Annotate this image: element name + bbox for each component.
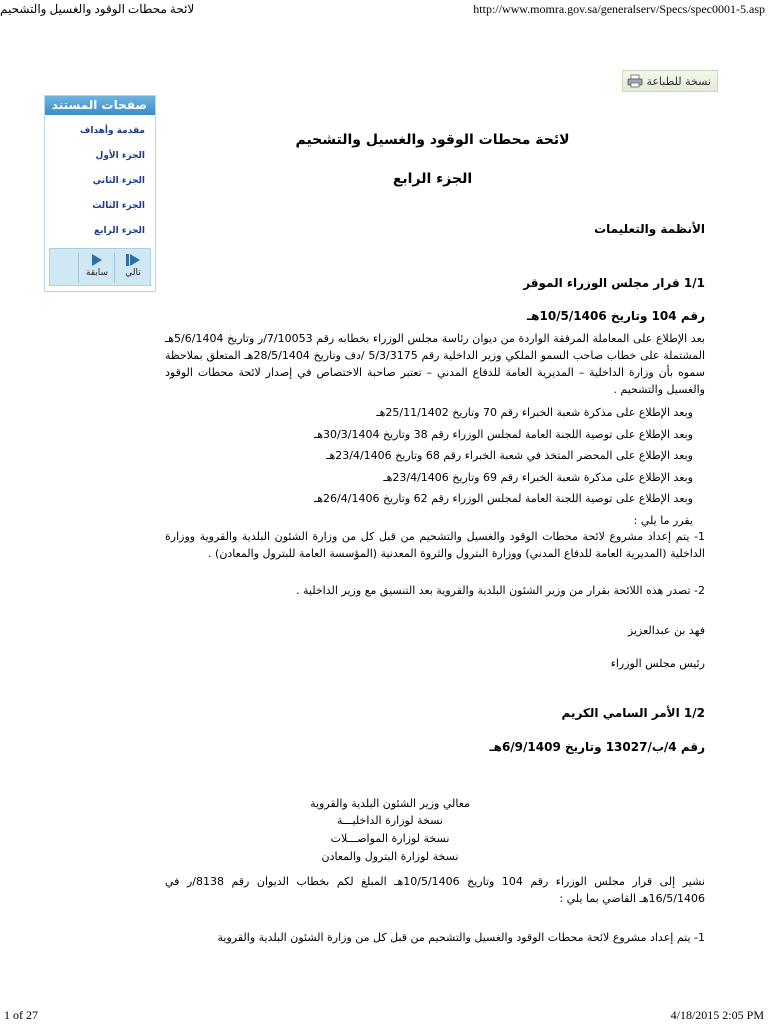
- previous-page-label: سابقة: [85, 268, 109, 278]
- sidebar-item-part-1[interactable]: الجزء الأول: [95, 151, 145, 161]
- section-1-line: وبعد الإطلاع على توصية اللجنة العامة لمجلس الوزراء رقم 38 وتاريخ 30/3/1404هـ: [314, 428, 693, 441]
- print-version-button[interactable]: [622, 70, 718, 92]
- section-1-line: وبعد الإطلاع على المحضر المتخذ في شعبة الخبراء رقم 68 وتاريخ 23/4/1406هـ: [326, 449, 693, 462]
- recipient-line: نسخة لوزارة البترول والمعادن: [321, 850, 459, 863]
- section-1-item-1: 1- يتم إعداد مشروع لائحة محطات الوقود والغسيل والتشحيم من قبل كل من وزارة الشئون البلدية والقروية ووزارة الداخلية (المديرية العامة للدفاع المدني) ووزارة البترول والثروة المعدنية (المؤسسة العامة للبترول والمعادن) .: [165, 530, 705, 560]
- recipient-line: نسخة لوزارة الداخليـــة: [337, 814, 443, 827]
- signer-title: رئيس مجلس الوزراء: [610, 657, 705, 670]
- previous-arrow-icon: [91, 254, 103, 266]
- previous-page-button[interactable]: [82, 251, 112, 285]
- print-button-label: نسخة للطباعة: [646, 74, 711, 88]
- nav-divider: [78, 253, 79, 283]
- section-2-paragraph: نشير إلى قرار مجلس الوزراء رقم 104 وتاريخ 10/5/1406هـ المبلغ لكم بخطاب الديوان رقم 8138/ر في 16/5/1406هـ القاضي بما يلي :: [165, 875, 705, 905]
- section-2-reference: رقم 4/ب/13027 وتاريخ 6/9/1409هـ: [489, 740, 705, 754]
- page-navigation-bar: [49, 248, 151, 286]
- next-page-button[interactable]: [118, 251, 148, 285]
- section-1-paragraph: بعد الإطلاع على المعاملة المرفقة الواردة من ديوان رئاسة مجلس الوزراء بخطابه رقم 7/10053/ر وتاريخ 5/6/1404هـ المشتملة على خطاب صاحب السمو الملكي وزير الداخلية رقم 5/3/3175 /دف وتاريخ 28/5/1404هـ المتعلق بملاحظة سموه بأن وزارة الداخلية – المديرية العامة للدفاع المدني – تعتبر صاحبة الاختصاص في إصدار لائحة محطات الوقود والغسيل والتشحيم .: [165, 332, 706, 396]
- section-2-item-1: 1- يتم إعداد مشروع لائحة محطات الوقود والغسيل والتشحيم من قبل كل من وزارة الشئون البلدية والقروية: [217, 931, 705, 944]
- recipient-line: نسخة لوزارة المواصـــلات: [330, 832, 450, 845]
- next-arrow-icon: [126, 254, 140, 266]
- document-pages-header: صفحات المستند: [45, 96, 155, 115]
- section-1-item-2: 2- تصدر هذه اللائحة بقرار من وزير الشئون البلدية والقروية بعد التنسيق مع وزير الداخلية .: [296, 584, 705, 597]
- recipient-line: معالي وزير الشئون البلدية والقروية: [310, 797, 470, 810]
- section-2-heading: 1/2 الأمر السامي الكريم: [561, 706, 705, 720]
- nav-divider: [114, 253, 115, 283]
- printer-icon: [627, 74, 643, 88]
- section-1-decides: يقرر ما يلي :: [633, 514, 693, 527]
- next-page-label: تالي: [125, 268, 141, 278]
- sidebar-item-intro[interactable]: مقدمة وأهداف: [79, 126, 145, 136]
- section-title: الأنظمة والتعليمات: [594, 222, 705, 236]
- section-1-heading: 1/1 قرار مجلس الوزراء الموقر: [523, 276, 705, 290]
- sidebar-item-part-2[interactable]: الجزء الثاني: [92, 176, 145, 186]
- browser-url: http://www.momra.gov.sa/generalserv/Specs/spec0001-5.asp: [473, 2, 765, 16]
- document-pages-list: [45, 119, 155, 244]
- section-1-line: وبعد الإطلاع على توصية اللجنة العامة لمجلس الوزراء رقم 62 وتاريخ 26/4/1406هـ: [314, 492, 693, 505]
- section-1-line: وبعد الإطلاع على مذكرة شعبة الخبراء رقم 70 وتاريخ 25/11/1402هـ: [376, 406, 693, 419]
- document-title: لائحة محطات الوقود والغسيل والتشحيم: [295, 132, 570, 148]
- print-datetime: 4/18/2015 2:05 PM: [670, 1008, 764, 1022]
- section-1-reference: رقم 104 وتاريخ 10/5/1406هـ: [527, 309, 705, 323]
- document-pages-panel: [44, 95, 156, 292]
- document-subtitle: الجزء الرابع: [392, 171, 473, 187]
- sidebar-item-part-4[interactable]: الجزء الرابع: [94, 226, 145, 236]
- print-page-count: 1 of 27: [4, 1008, 38, 1022]
- section-1-line: وبعد الإطلاع على مذكرة شعبة الخبراء رقم 69 وتاريخ 23/4/1406هـ: [383, 471, 693, 484]
- sidebar-item-part-3[interactable]: الجزء الثالث: [92, 201, 145, 211]
- signer-name: فهد بن عبدالعزيز: [627, 624, 705, 637]
- browser-page-title: لائحة محطات الوقود والغسيل والتشحيم: [0, 2, 195, 16]
